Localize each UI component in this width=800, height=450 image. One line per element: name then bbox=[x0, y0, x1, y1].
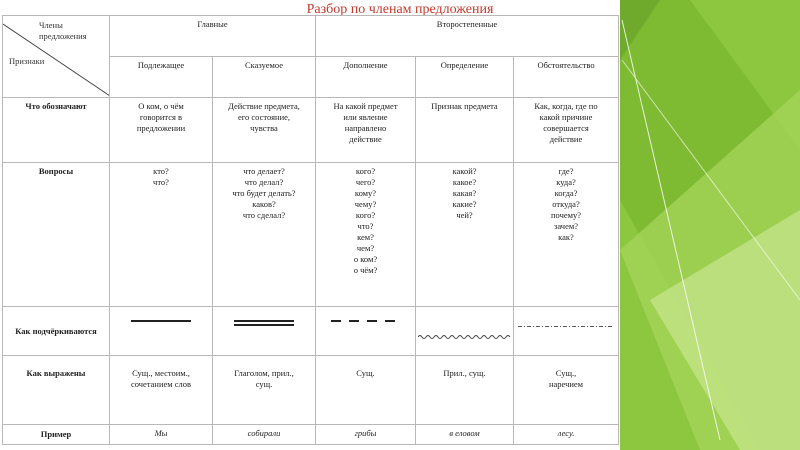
double-underline-sample bbox=[234, 320, 294, 326]
dashed-underline-sample bbox=[331, 320, 401, 322]
meaning-cell: На какой предмет или явление направлено действие bbox=[316, 97, 416, 162]
row-header-underline: Как подчёркиваются bbox=[3, 307, 110, 356]
expressed-cell: Глаголом, прил., сущ. bbox=[213, 356, 316, 424]
meaning-cell: Как, когда, где по какой причине совершается действие bbox=[514, 97, 619, 162]
underline-cell-adverbial bbox=[514, 307, 619, 356]
example-cell: собирали bbox=[213, 424, 316, 445]
dash-dot-underline-sample bbox=[518, 326, 614, 327]
wavy-underline-sample bbox=[418, 334, 512, 340]
meaning-cell: О ком, о чём говорится в предложении bbox=[110, 97, 213, 162]
questions-cell: кого? чего? кому? чему? кого? что? кем? чем? о ком? о чём? bbox=[316, 163, 416, 307]
column-header-object: Дополнение bbox=[316, 56, 416, 97]
expressed-cell: Сущ. bbox=[316, 356, 416, 424]
row-header-expressed: Как выражены bbox=[3, 356, 110, 424]
column-header-predicate: Сказуемое bbox=[213, 56, 316, 97]
underline-cell-object bbox=[316, 307, 416, 356]
expressed-cell: Сущ., наречием bbox=[514, 356, 619, 424]
row-header-meaning: Что обозначают bbox=[3, 97, 110, 162]
group-secondary-header: Второстепенные bbox=[316, 16, 619, 57]
underline-cell-attribute bbox=[416, 307, 514, 356]
questions-cell: что делает? что делал? что будет делать? каков? что сделал? bbox=[213, 163, 316, 307]
column-header-adverbial: Обстоятельство bbox=[514, 56, 619, 97]
meaning-cell: Признак предмета bbox=[416, 97, 514, 162]
underline-cell-predicate bbox=[213, 307, 316, 356]
corner-cell bbox=[3, 16, 110, 98]
row-header-questions: Вопросы bbox=[3, 163, 110, 307]
example-cell: грибы bbox=[316, 424, 416, 445]
expressed-cell: Сущ., местоим., сочетанием слов bbox=[110, 356, 213, 424]
example-cell: Мы bbox=[110, 424, 213, 445]
row-header-example: Пример bbox=[3, 424, 110, 445]
meaning-cell: Действие предмета, его состояние, чувства bbox=[213, 97, 316, 162]
sentence-parts-table bbox=[2, 15, 619, 445]
corner-members-label: Члены предложения bbox=[39, 20, 87, 41]
questions-cell: какой? какое? какая? какие? чей? bbox=[416, 163, 514, 307]
column-header-attribute: Определение bbox=[416, 56, 514, 97]
questions-cell: где? куда? когда? откуда? почему? зачем? как? bbox=[514, 163, 619, 307]
column-header-subject: Подлежащее bbox=[110, 56, 213, 97]
underline-cell-subject bbox=[110, 307, 213, 356]
example-cell: в еловом bbox=[416, 424, 514, 445]
questions-cell: кто? что? bbox=[110, 163, 213, 307]
example-cell: лесу. bbox=[514, 424, 619, 445]
corner-features-label: Признаки bbox=[9, 56, 45, 66]
group-main-header: Главные bbox=[110, 16, 316, 57]
single-underline-sample bbox=[131, 320, 191, 322]
page-title: Разбор по членам предложения bbox=[306, 2, 494, 17]
expressed-cell: Прил., сущ. bbox=[416, 356, 514, 424]
